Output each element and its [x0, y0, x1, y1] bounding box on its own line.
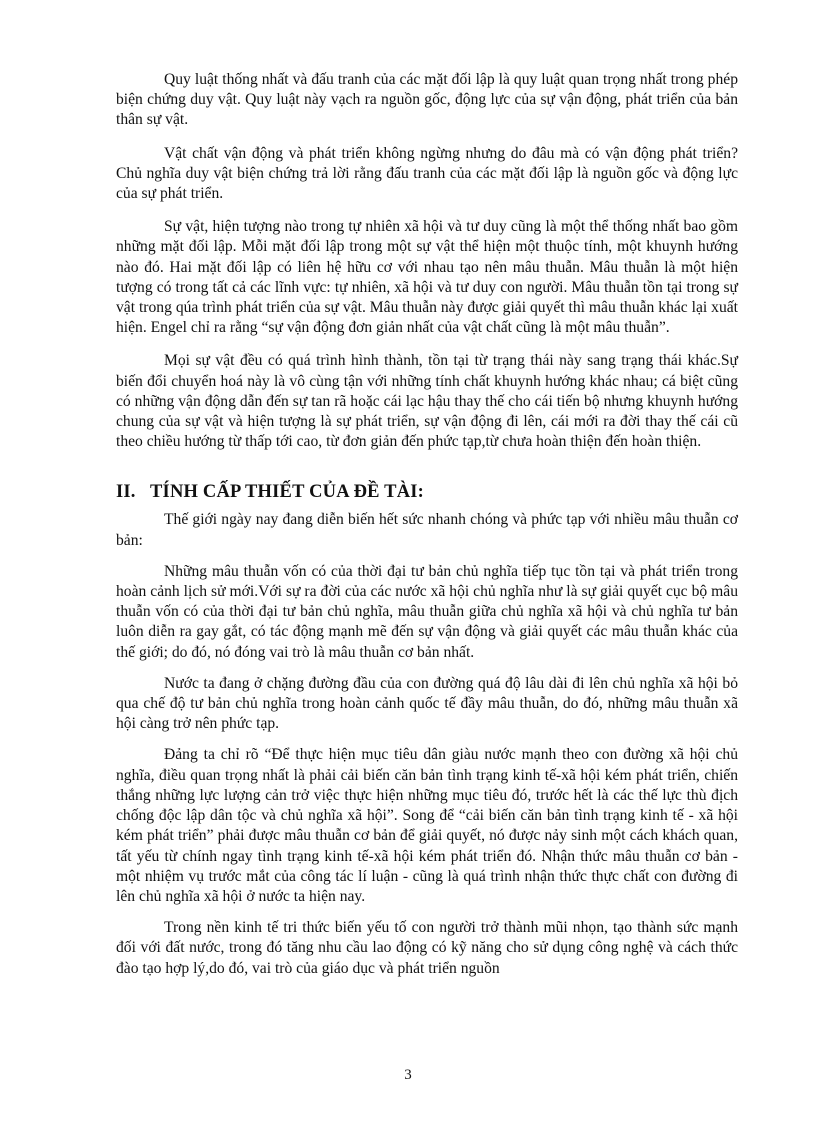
page-number: 3: [404, 1067, 412, 1083]
paragraph: Sự vật, hiện tượng nào trong tự nhiên xã hội và tư duy cũng là một thể thống nhất bao gồm những mặt đối lập. Mỗi mặt đối lập trong một sự vật thể hiện một thuộc tính, một khuynh hướng nào đó. Hai mặt đối lập có liên hệ hữu cơ với nhau tạo nên mâu thuẫn. Mâu thuẫn là một hiện tượng có trong tất cả các lĩnh vực: tự nhiên, xã hội và tư duy con người. Mâu thuẫn tồn tại trong sự vật trong qúa trình phát triển của sự vật. Mâu thuẫn này được giải quyết thì mâu thuẫn khác lại xuất hiện. Engel chỉ ra rằng “sự vận động đơn giản nhất của vật chất cũng là một mâu thuẫn”.: [116, 218, 738, 337]
paragraph: Đảng ta chỉ rõ “Để thực hiện mục tiêu dân giàu nước mạnh theo con đường xã hội chủ nghĩa, điều quan trọng nhất là phải cải biến căn bản tình trạng kinh tế-xã hội kém phát triển, chiến thắng những lực lượng cản trở việc thực hiện những mục tiêu đó, trước hết là các thế lực thù địch chống độc lập dân tộc và chủ nghĩa xã hội”. Song để “cải biến căn bản tình trạng kinh tế - xã hội kém phát triển” phải được mâu thuẫn cơ bản để giải quyết, nó được nảy sinh một cách khách quan, tất yếu từ chính ngay tình trạng kinh tế-xã hội kém phát triển đó. Nhận thức mâu thuẫn cơ bản - một nhiệm vụ trước mắt của công tác lí luận - cũng là quá trình nhận thức thực chất con đường đi lên chủ nghĩa xã hội ở nước ta hiện nay.: [116, 746, 738, 905]
paragraph: Thế giới ngày nay đang diễn biến hết sức nhanh chóng và phức tạp với nhiều mâu thuẫn cơ bản:: [116, 511, 738, 549]
paragraph: Nước ta đang ở chặng đường đầu của con đường quá độ lâu dài đi lên chủ nghĩa xã hội bỏ qua chế độ tư bản chủ nghĩa trong hoàn cảnh quốc tế đầy mâu thuẫn, do đó, những mâu thuẫn xã hội càng trở nên phức tạp.: [116, 674, 738, 733]
paragraph: Vật chất vận động và phát triển không ngừng nhưng do đâu mà có vận động phát triển? Chủ nghĩa duy vật biện chứng trả lời rằng đấu tranh của các mặt đối lập là nguồn gốc và động lực của sự phát triển.: [116, 144, 738, 203]
section-intro: [116, 70, 738, 452]
section-urgency: [116, 510, 738, 978]
paragraph: Những mâu thuẫn vốn có của thời đại tư bản chủ nghĩa tiếp tục tồn tại và phát triển trong hoàn cảnh lịch sử mới.Với sự ra đời của các nước xã hội chủ nghĩa như là sự giải quyết cục bộ mâu thuẫn vốn có của thời đại tư bản chủ nghĩa, mâu thuẫn giữa chủ nghĩa xã hội và chủ nghĩa tư bản luôn diễn ra gay gắt, có tác động mạnh mẽ đến sự vận động và giải quyết các mâu thuẫn khác của thế giới; do đó, nó đóng vai trò là mâu thuẫn cơ bản nhất.: [116, 562, 738, 661]
document-page: [116, 70, 738, 990]
section-title: TÍNH CẤP THIẾT CỦA ĐỀ TÀI:: [150, 482, 425, 503]
paragraph: Quy luật thống nhất và đấu tranh của các mặt đối lập là quy luật quan trọng nhất trong phép biện chứng duy vật. Quy luật này vạch ra nguồn gốc, động lực của sự vận động, phát triển của bản thân sự vật.: [116, 71, 738, 129]
section-number: II.: [116, 482, 136, 503]
section-heading: [116, 480, 738, 504]
paragraph: Trong nền kinh tế tri thức biến yếu tố con người trở thành mũi nhọn, tạo thành sức mạnh đối với đất nước, trong đó tăng nhu cầu lao động có kỹ năng cho sử dụng công nghệ và cách thức đào tạo hợp lý,do đó, vai trò của giáo dục và phát triển nguồn: [116, 919, 738, 977]
paragraph: Mọi sự vật đều có quá trình hình thành, tồn tại từ trạng thái này sang trạng thái khác.Sự biến đổi chuyển hoá này là vô cùng tận với những tính chất khuynh hướng khác nhau; cá biệt cũng có những vận động dẫn đến sự tan rã hoặc cái lạc hậu thay thế cho cái tiến bộ nhưng khuynh hướng chung của sự vật và hiện tượng là sự phát triển, sự vận động đi lên, cái mới ra đời thay thế cái cũ theo chiều hướng từ thấp tới cao, từ đơn giản đến phức tạp,từ chưa hoàn thiện đến hoàn thiện.: [116, 352, 738, 451]
